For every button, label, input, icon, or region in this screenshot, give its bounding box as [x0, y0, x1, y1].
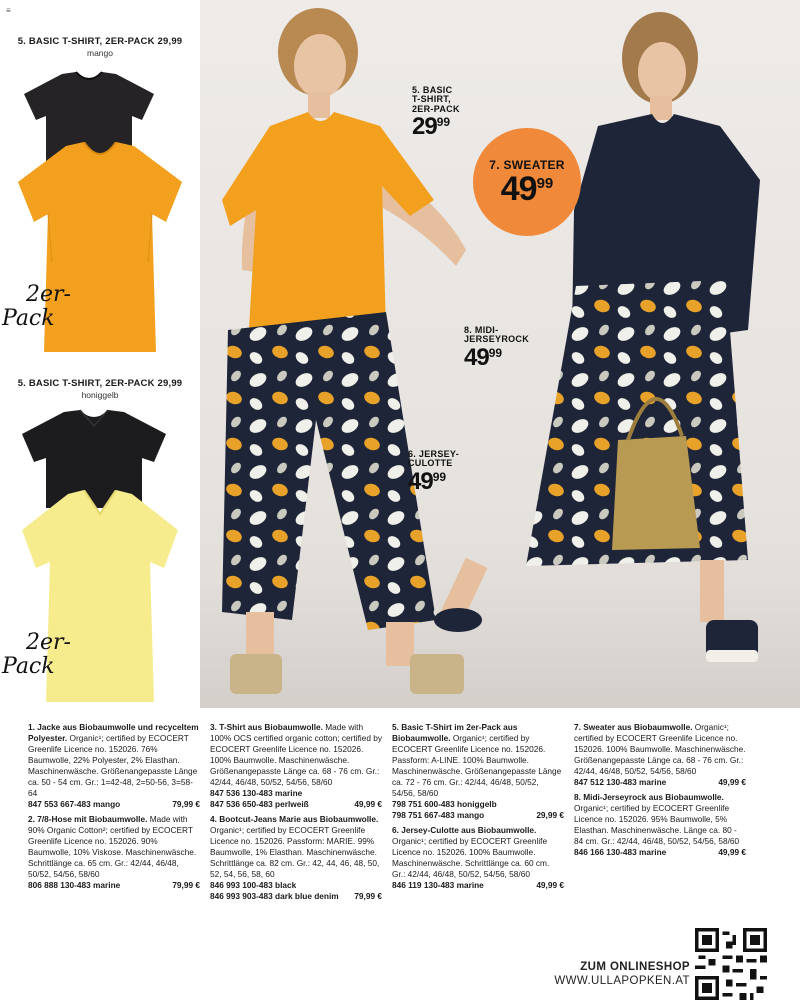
article-number: 846 993 100-483 black: [210, 880, 297, 890]
note-line-2: Pack: [2, 306, 55, 331]
article-number: 846 166 130-483 marine: [574, 847, 667, 857]
description-text: Organic¹; certified by ECOCERT Greenlife Licence no. 152026. 100% Baumwolle. Maschinenwäsche. Schrittlänge ca. 60 cm. Gr.: 42/44, 46/48, 50/52, 54/56, 58/60: [392, 836, 550, 879]
article-price: 49,99 €: [354, 799, 382, 809]
description-item-1: [28, 722, 200, 810]
description-text: Made with 100% OCS certified organic cotton; certified by ECOCERT Greenlife Licence no. 152026. 100% Baumwolle. Maschinenwäsche. Größenangepasste Länge ca. 68 - 76 cm. Gr.: 42/44, 46/48, 50/52, 54/56, 58/60: [210, 722, 383, 787]
article-number: 846 993 903-483 dark blue denim: [210, 891, 339, 901]
description-title: 8. Midi-Jerseyrock aus Biobaumwolle.: [574, 792, 724, 802]
description-title: 5. Basic T-Shirt im 2er-Pack aus Biobaumwolle.: [392, 722, 518, 743]
price-tag-tshirt: [412, 86, 460, 140]
description-item-3: [210, 722, 382, 810]
article-number: 847 536 650-483 perlweiß: [210, 799, 309, 809]
article-row: [28, 799, 200, 810]
article-price: 49,99 €: [718, 777, 746, 787]
description-column-4: [574, 722, 746, 862]
shop-url[interactable]: WWW.ULLAPOPKEN.AT: [554, 975, 690, 987]
article-row: [392, 799, 564, 810]
tag-cents: 99: [488, 345, 503, 360]
article-number: 847 553 667-483 mango: [28, 799, 121, 809]
article-row: [392, 810, 564, 821]
tag-price: 49: [408, 467, 433, 495]
article-price: 79,99 €: [172, 799, 200, 809]
article-number: 847 512 130-483 marine: [574, 777, 667, 787]
article-number: 847 536 130-483 marine: [210, 788, 303, 798]
note-line-1: 2er-: [26, 630, 71, 655]
description-text: Organic¹; certified by ECOCERT Greenlife Licence no. 152026. Passform: MARIE. 99% Baumwolle, 1% Elasthan. Maschinenwäsche. Schrittlänge ca. 82 cm. Gr.: 42, 44, 46, 48, 50, 52, 54, 56, 58, 60: [210, 825, 380, 879]
note-line-2: Pack: [2, 654, 55, 679]
price-tag-culotte: [408, 450, 459, 494]
qr-code-icon[interactable]: [695, 928, 767, 1000]
product-color: mango: [87, 48, 113, 58]
tag-cents: 99: [432, 469, 447, 484]
tag-title-line-2: CULOTTE: [408, 458, 453, 469]
article-number: 798 751 667-483 mango: [392, 810, 485, 820]
badge-title: 7. SWEATER: [489, 158, 565, 172]
article-row: [210, 799, 382, 810]
article-price: 29,99 €: [536, 810, 564, 820]
description-item-6: [392, 825, 564, 891]
description-title: 3. T-Shirt aus Biobaumwolle.: [210, 722, 323, 732]
tag-price: 29: [412, 113, 437, 141]
article-row: [210, 891, 382, 902]
onlineshop-link[interactable]: [554, 960, 690, 988]
description-item-5: [392, 722, 564, 821]
product-column: [0, 0, 200, 708]
tag-title-line-1: 6. JERSEY-: [408, 449, 460, 459]
article-number: 798 751 600-483 honiggelb: [392, 799, 497, 809]
description-item-2: [28, 814, 200, 891]
article-row: [392, 880, 564, 891]
article-price: 79,99 €: [354, 891, 382, 901]
article-row: [28, 880, 200, 891]
description-text: Organic¹; certified by ECOCERT Greenlife Licence no. 152026. 76% Baumwolle, 22% Polyester, 2% Elasthan. Maschinenwäsche. Größenangepasste Länge ca. 50 - 54 cm. Gr.: 1=42-48, 2=50-56, 3=58-64: [28, 733, 198, 798]
description-title: 6. Jersey-Culotte aus Biobaumwolle.: [392, 825, 537, 835]
price-tag-skirt: [464, 326, 529, 370]
price-badge-sweater: [473, 128, 581, 236]
two-pack-note: [2, 284, 71, 330]
tag-title-line-1: 5. BASIC: [412, 85, 453, 95]
tag-title-line-2: JERSEYROCK: [464, 334, 530, 345]
description-item-4: [210, 814, 382, 902]
page-marker: ≡: [6, 6, 11, 15]
badge-cents: 99: [536, 175, 554, 192]
description-item-7: [574, 722, 746, 788]
article-price: 49,99 €: [718, 847, 746, 857]
article-row: [574, 777, 746, 788]
article-row: [210, 880, 382, 891]
description-title: 1. Jacke aus Biobaumwolle und recyceltem Polyester.: [28, 722, 199, 743]
article-row: [210, 788, 382, 799]
tag-title-line-3: 2ER-PACK: [412, 103, 460, 114]
description-text: Made with 90% Organic Cotton²; certified by ECOCERT Greenlife Licence no. 152026. 90% Baumwolle, 10% Viskose. Maschinenwäsche. Schrittlänge ca. 65 cm. Gr.: 42/44, 46/48, 50/52, 54/56, 58/60: [28, 814, 197, 879]
description-text: Organic¹; certified by ECOCERT Greenlife Licence no. 152026. Passform: A-LINE. 100% Baumwolle. Maschinenwäsche. Größenangepasste Länge ca. 72 - 76 cm. Gr.: 42/44, 46/48, 50/52, 54/56, 58/60: [392, 733, 562, 798]
description-title: 4. Bootcut-Jeans Marie aus Biobaumwolle.: [210, 814, 379, 824]
tag-cents: 99: [436, 115, 451, 130]
onlineshop-label: ZUM ONLINESHOP: [580, 961, 690, 973]
description-column-2: [210, 722, 382, 906]
description-item-8: [574, 792, 746, 858]
tag-title-line-1: 8. MIDI-: [464, 325, 499, 335]
article-price: 49,99 €: [536, 880, 564, 890]
article-row: [574, 847, 746, 858]
article-price: 79,99 €: [172, 880, 200, 890]
product-name: 5. BASIC T-SHIRT, 2ER-PACK 29,99: [17, 36, 183, 47]
description-text: Organic¹; certified by ECOCERT Greenlife Licence no. 152026. 100% Baumwolle. Maschinenwäsche. Größenangepasste Länge ca. 68 - 76 cm. Gr.: 42/44, 46/48, 50/52, 54/56, 58/60: [574, 722, 746, 776]
description-title: 2. 7/8-Hose mit Biobaumwolle.: [28, 814, 148, 824]
two-pack-note-2: [2, 632, 71, 678]
product-name: 5. BASIC T-SHIRT, 2ER-PACK 29,99: [17, 378, 183, 389]
product-color: honiggelb: [81, 390, 119, 400]
description-column-1: [28, 722, 200, 895]
article-number: 846 119 130-483 marine: [392, 880, 484, 890]
product-label-mango: [0, 36, 200, 58]
note-line-1: 2er-: [26, 282, 71, 307]
description-title: 7. Sweater aus Biobaumwolle.: [574, 722, 693, 732]
tag-price: 49: [464, 343, 489, 371]
description-column-3: [392, 722, 564, 895]
product-label-honiggelb: [0, 378, 200, 400]
model-photo: [200, 0, 800, 708]
article-number: 806 888 130-483 marine: [28, 880, 121, 890]
tag-title-line-2: T-SHIRT,: [412, 94, 451, 105]
description-text: Organic¹; certified by ECOCERT Greenlife Licence no. 152026. 95% Baumwolle, 5% Elasthan. Maschinenwäsche. Länge ca. 80 - 84 cm. Gr.: 42/44, 46/48, 50/52, 54/56, 58/60: [574, 803, 740, 846]
badge-price: 49: [500, 170, 537, 208]
